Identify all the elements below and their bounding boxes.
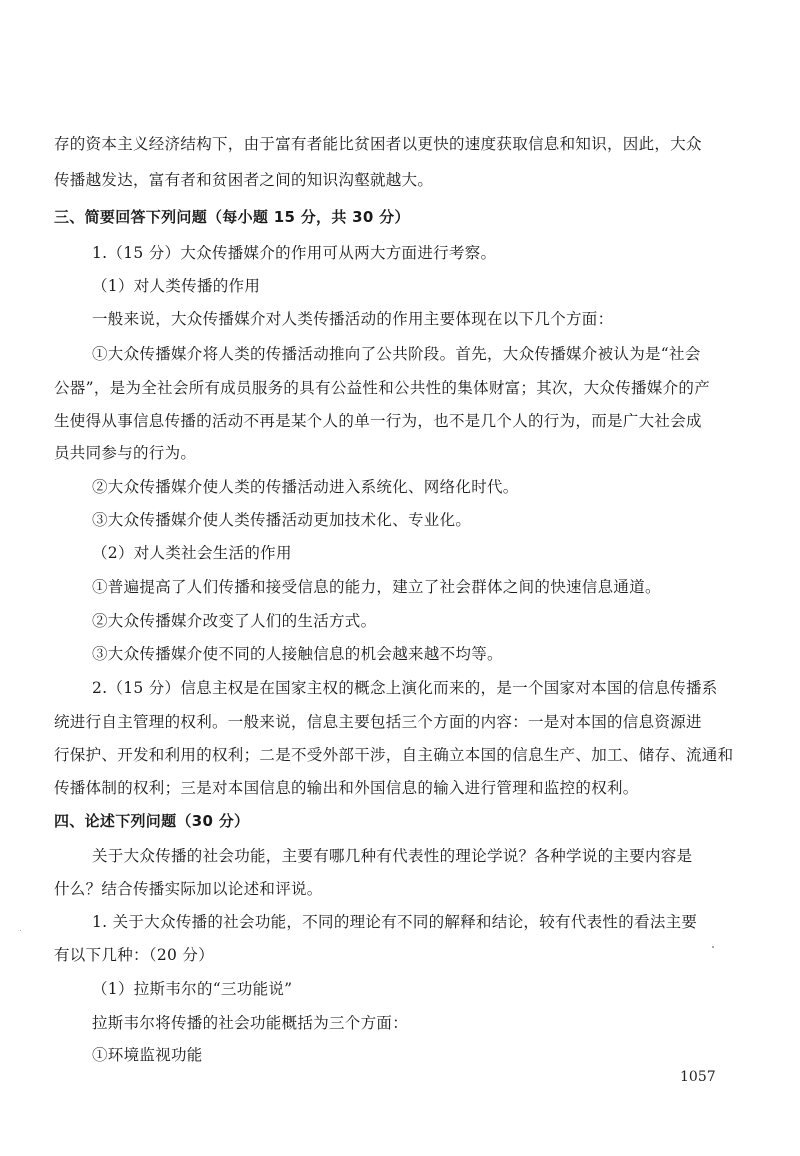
section-heading: 四、论述下列问题（30 分）: [54, 812, 250, 830]
section-heading: 三、简要回答下列问题（每小题 15 分，共 30 分）: [54, 208, 410, 226]
text-line: 拉斯韦尔将传播的社会功能概括为三个方面：: [92, 1014, 409, 1032]
text-line: 2.（15 分）信息主权是在国家主权的概念上演化而来的，是一个国家对本国的信息传播系: [92, 679, 718, 697]
text-line: 公器”，是为全社会所有成员服务的具有公益性和公共性的集体财富；其次，大众传播媒介的产: [54, 379, 711, 397]
text-line: 有以下几种：（20 分）: [54, 946, 215, 964]
text-line: 一般来说，大众传播媒介对人类传播活动的作用主要体现在以下几个方面：: [92, 310, 614, 328]
text-line: （2）对人类社会生活的作用: [92, 544, 292, 562]
text-line: 什么？结合传播实际加以论述和评说。: [54, 880, 323, 898]
text-line: ②大众传播媒介使人类的传播活动进入系统化、网络化时代。: [92, 478, 519, 496]
text-line: ②大众传播媒介改变了人们的生活方式。: [92, 612, 377, 630]
text-line: 行保护、开发和利用的权利；二是不受外部干涉，自主确立本国的信息生产、加工、储存、流通和: [54, 746, 734, 764]
text-line: 存的资本主义经济结构下，由于富有者能比贫困者以更快的速度获取信息和知识，因此，大众: [54, 135, 702, 153]
text-line: （1）拉斯韦尔的“三功能说”: [92, 980, 293, 998]
text-line: 传播越发达，富有者和贫困者之间的知识沟壑就越大。: [54, 171, 434, 189]
text-line: ①环境监视功能: [92, 1046, 203, 1064]
text-line: 关于大众传播的社会功能，主要有哪几种有代表性的理论学说？各种学说的主要内容是: [92, 847, 693, 865]
scan-speck: [20, 930, 21, 931]
text-line: （1）对人类传播的作用: [92, 277, 261, 295]
text-line: 1.（15 分）大众传播媒介的作用可从两大方面进行考察。: [92, 244, 497, 262]
scan-speck: [712, 946, 714, 948]
text-line: 员共同参与的行为。: [54, 444, 197, 462]
text-line: ①大众传播媒介将人类的传播活动推向了公共阶段。首先，大众传播媒介被认为是“社会: [92, 345, 701, 363]
text-line: ③大众传播媒介使不同的人接触信息的机会越来越不均等。: [92, 645, 503, 663]
text-line: ③大众传播媒介使人类传播活动更加技术化、专业化。: [92, 511, 472, 529]
text-line: 传播体制的权利；三是对本国信息的输出和外国信息的输入进行管理和监控的权利。: [54, 779, 639, 797]
text-line: ①普遍提高了人们传播和接受信息的能力，建立了社会群体之间的快速信息通道。: [92, 578, 661, 596]
page-number: 1057: [680, 1069, 716, 1085]
text-line: 1. 关于大众传播的社会功能，不同的理论有不同的解释和结论，较有代表性的看法主要: [92, 913, 698, 931]
text-line: 统进行自主管理的权利。一般来说，信息主要包括三个方面的内容：一是对本国的信息资源进: [54, 713, 702, 731]
text-line: 生使得从事信息传播的活动不再是某个人的单一行为，也不是几个人的行为，而是广大社会成: [54, 412, 702, 430]
